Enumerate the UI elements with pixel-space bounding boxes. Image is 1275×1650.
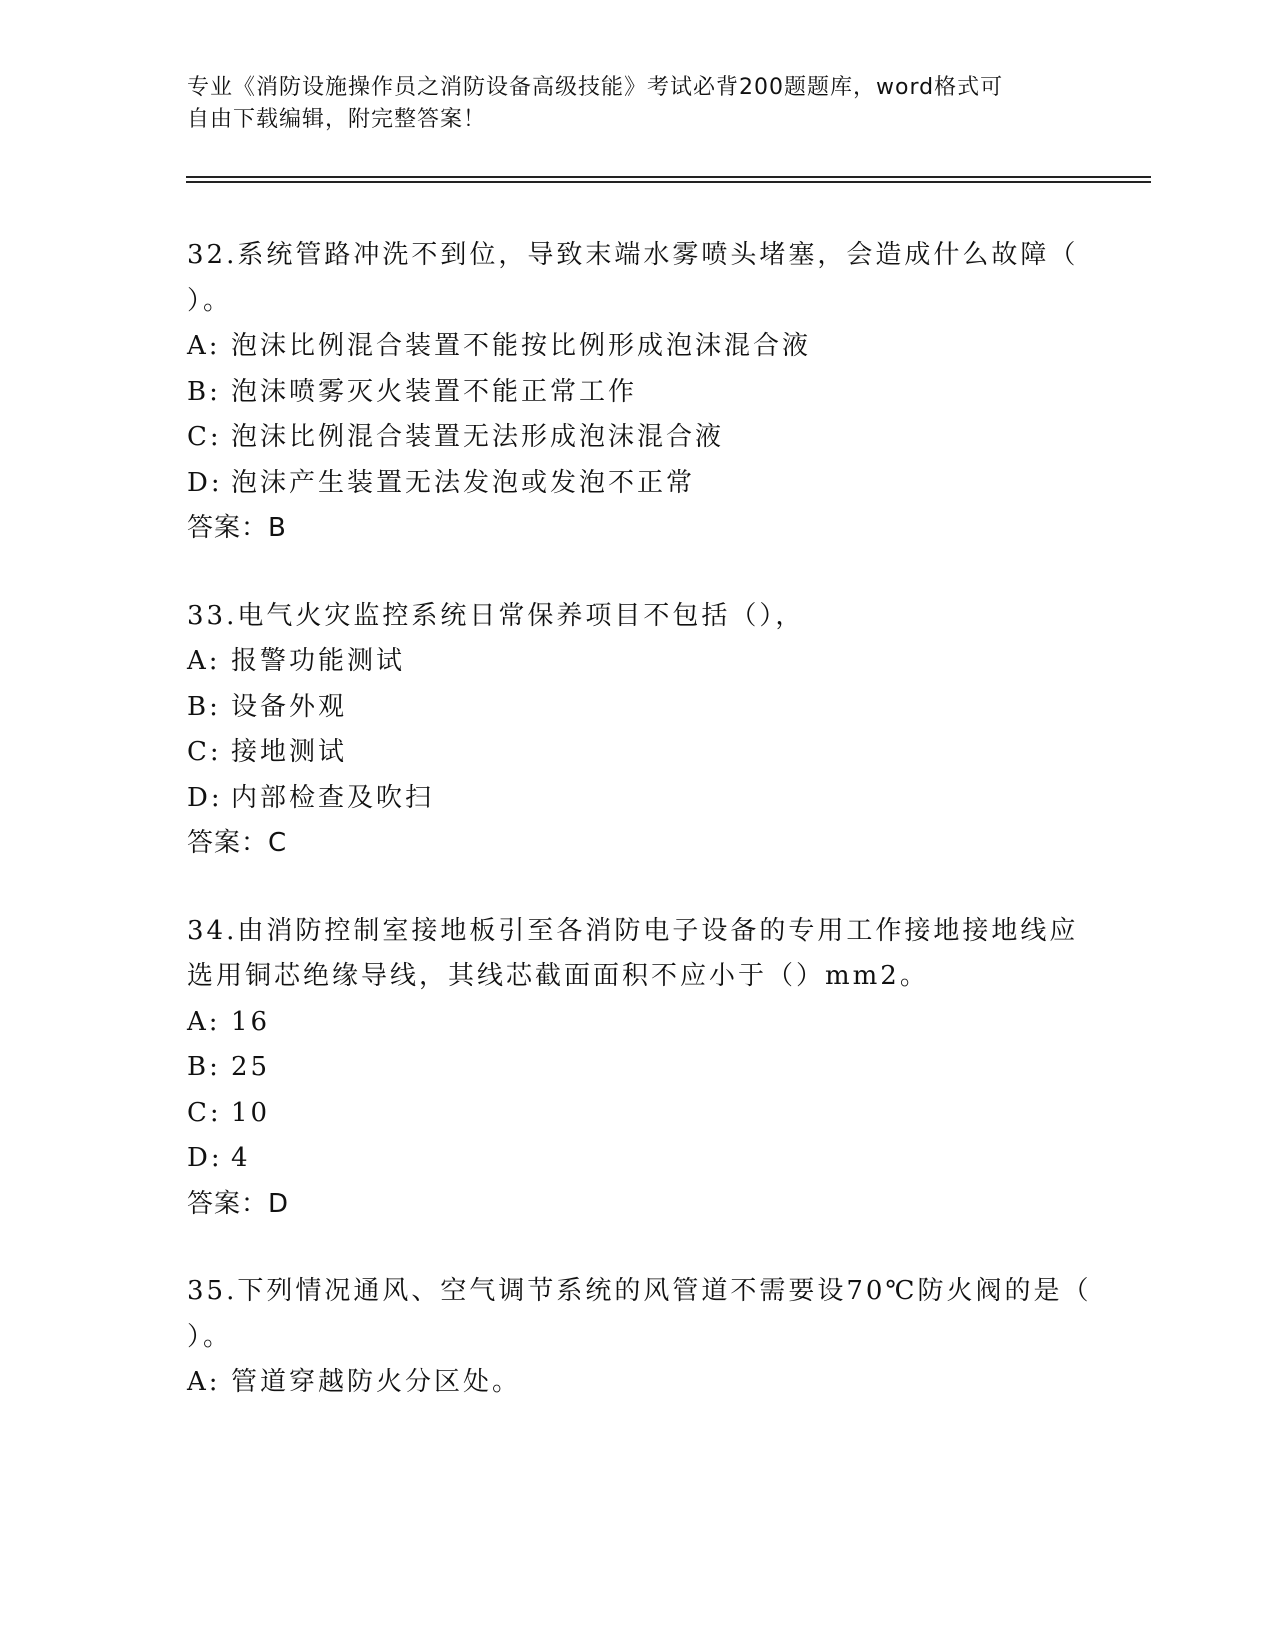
option-text: 16 [231, 1006, 271, 1037]
option-letter: A: [187, 1367, 221, 1397]
option-letter: C: [187, 737, 222, 767]
option-a [187, 639, 1087, 685]
option-letter: C: [187, 1097, 222, 1128]
question-35 [187, 1269, 1092, 1406]
header-line-1: 专业《消防设施操作员之消防设备高级技能》考试必背200题题库，word格式可 [187, 75, 1004, 100]
option-text: 管道穿越防火分区处。 [231, 1367, 522, 1397]
answer-line: 答案：C [187, 828, 288, 858]
option-a [187, 324, 1087, 370]
option-letter: D: [187, 782, 223, 813]
option-text: 10 [231, 1097, 271, 1128]
option-a [187, 1000, 1087, 1046]
question-33 [187, 594, 1087, 867]
option-letter: D: [187, 1143, 223, 1173]
option-letter: B: [187, 691, 221, 722]
question-text: ）。 [187, 285, 233, 316]
option-d [187, 776, 1087, 822]
document-header [187, 72, 1087, 136]
header-divider-bottom [186, 181, 1151, 183]
option-letter: A: [187, 646, 221, 676]
question-text: ）。 [187, 1321, 233, 1352]
header-divider-top [186, 176, 1151, 178]
option-letter: A: [187, 1006, 221, 1037]
option-letter: D: [187, 467, 223, 498]
option-text: 设备外观 [231, 691, 348, 722]
question-34 [187, 909, 1087, 1228]
option-d [187, 1136, 1087, 1182]
option-text: 25 [231, 1052, 271, 1082]
option-b [187, 1045, 1087, 1091]
question-text: 33.电气火灾监控系统日常保养项目不包括（）， [187, 600, 805, 631]
option-letter: A: [187, 331, 221, 361]
option-text: 接地测试 [231, 737, 348, 767]
option-text: 泡沫比例混合装置无法形成泡沫混合液 [231, 422, 725, 452]
question-text: 32.系统管路冲洗不到位，导致末端水雾喷头堵塞，会造成什么故障（ [187, 240, 1079, 270]
option-text: 泡沫比例混合装置不能按比例形成泡沫混合液 [231, 331, 812, 361]
option-a [187, 1360, 1087, 1406]
option-text: 泡沫产生装置无法发泡或发泡不正常 [231, 467, 696, 498]
question-text: 35.下列情况通风、空气调节系统的风管道不需要设70℃防火阀的是（ [187, 1276, 1092, 1306]
answer-line: 答案：B [187, 513, 287, 543]
option-text: 内部检查及吹扫 [231, 782, 435, 813]
answer-line: 答案：D [187, 1188, 290, 1219]
question-text: 34.由消防控制室接地板引至各消防电子设备的专用工作接地接地线应 [187, 915, 1079, 946]
question-text: 选用铜芯绝缘导线，其线芯截面面积不应小于（）mm2。 [187, 961, 929, 991]
option-b [187, 685, 1087, 731]
header-line-2: 自由下载编辑，附完整答案！ [187, 107, 487, 132]
option-letter: B: [187, 376, 221, 407]
option-b [187, 370, 1087, 416]
option-text: 报警功能测试 [231, 646, 406, 676]
option-c [187, 1091, 1087, 1137]
option-letter: C: [187, 422, 222, 452]
question-32 [187, 233, 1087, 552]
option-text: 4 [231, 1143, 251, 1173]
option-c [187, 415, 1087, 461]
option-letter: B: [187, 1052, 221, 1082]
option-c [187, 730, 1087, 776]
option-d [187, 461, 1087, 507]
question-list [187, 233, 1092, 1448]
option-text: 泡沫喷雾灭火装置不能正常工作 [231, 376, 638, 407]
